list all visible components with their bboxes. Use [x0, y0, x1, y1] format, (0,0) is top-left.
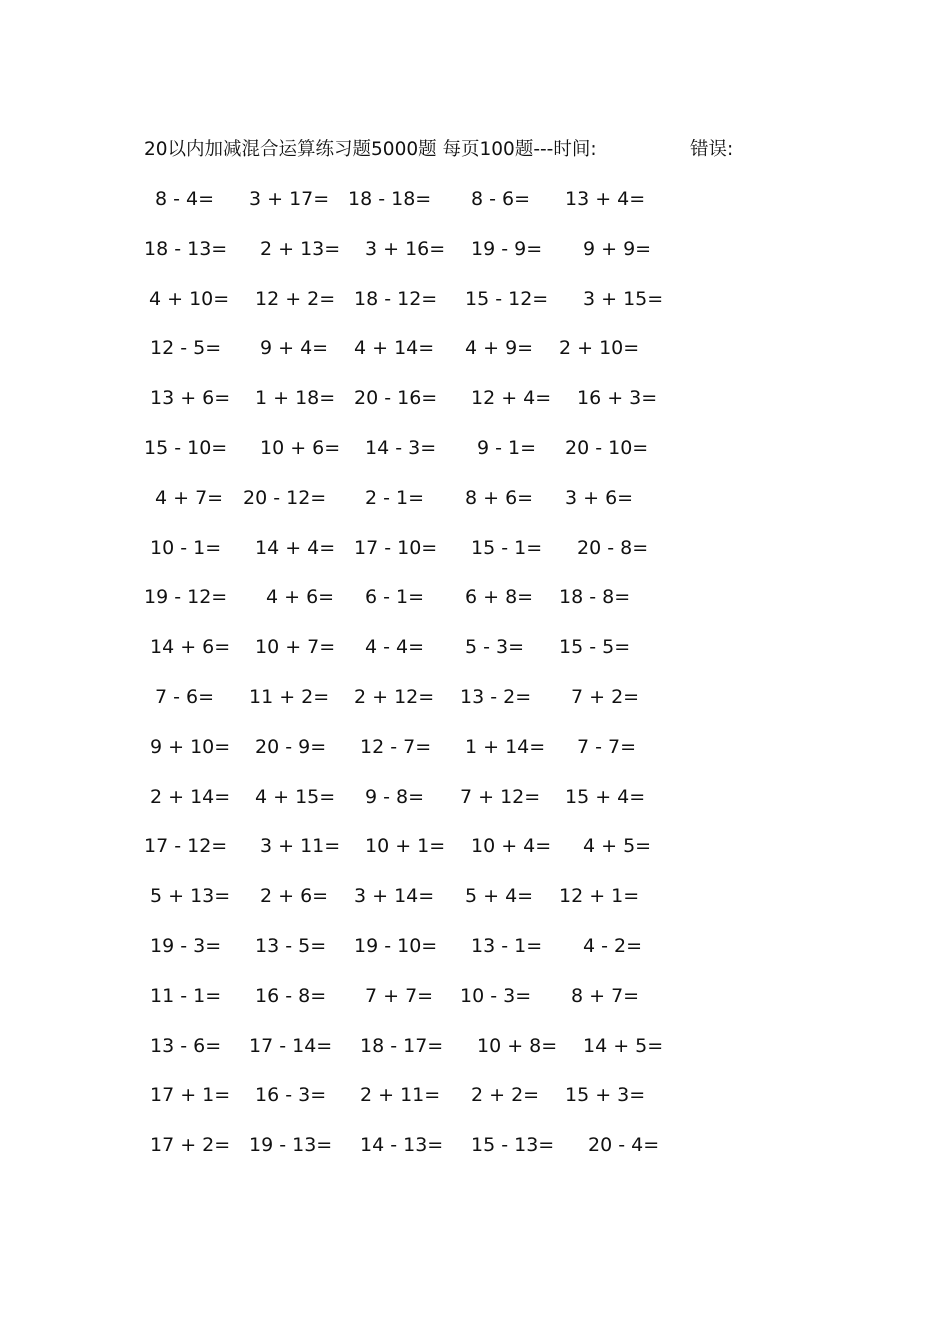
problem-r6-c3: 14 - 3= [365, 437, 437, 459]
problem-r5-c5: 16 + 3= [577, 387, 658, 409]
problem-r10-c3: 4 - 4= [365, 636, 425, 658]
problem-r1-c2: 3 + 17= [249, 188, 330, 210]
problem-r12-c4: 1 + 14= [465, 736, 546, 758]
problem-r4-c5: 2 + 10= [559, 337, 640, 359]
problem-r15-c5: 12 + 1= [559, 885, 640, 907]
problem-r14-c2: 3 + 11= [260, 835, 341, 857]
problem-r3-c3: 18 - 12= [354, 288, 438, 310]
problem-r2-c2: 2 + 13= [260, 238, 341, 260]
problem-r1-c3: 18 - 18= [348, 188, 432, 210]
problem-r14-c4: 10 + 4= [471, 835, 552, 857]
problem-r13-c2: 4 + 15= [255, 786, 336, 808]
problem-r9-c4: 6 + 8= [465, 586, 534, 608]
problem-r7-c5: 3 + 6= [565, 487, 634, 509]
problem-r3-c5: 3 + 15= [583, 288, 664, 310]
problem-r4-c3: 4 + 14= [354, 337, 435, 359]
problem-r16-c3: 19 - 10= [354, 935, 438, 957]
problem-r2-c4: 19 - 9= [471, 238, 543, 260]
problem-r7-c1: 4 + 7= [155, 487, 224, 509]
problem-r19-c1: 17 + 1= [150, 1084, 231, 1106]
problem-r1-c4: 8 - 6= [471, 188, 531, 210]
problem-r2-c1: 18 - 13= [144, 238, 228, 260]
problem-r20-c4: 15 - 13= [471, 1134, 555, 1156]
problem-r17-c2: 16 - 8= [255, 985, 327, 1007]
problem-r8-c3: 17 - 10= [354, 537, 438, 559]
problem-r11-c3: 2 + 12= [354, 686, 435, 708]
problem-r18-c5: 14 + 5= [583, 1035, 664, 1057]
problem-r17-c1: 11 - 1= [150, 985, 222, 1007]
problem-r17-c5: 8 + 7= [571, 985, 640, 1007]
problem-r16-c5: 4 - 2= [583, 935, 643, 957]
problem-r12-c1: 9 + 10= [150, 736, 231, 758]
problem-r13-c1: 2 + 14= [150, 786, 231, 808]
problem-r8-c5: 20 - 8= [577, 537, 649, 559]
problem-r18-c3: 18 - 17= [360, 1035, 444, 1057]
problem-r11-c4: 13 - 2= [460, 686, 532, 708]
problem-r8-c2: 14 + 4= [255, 537, 336, 559]
error-count-label: 错误: [690, 139, 734, 160]
problem-r17-c3: 7 + 7= [365, 985, 434, 1007]
problem-r19-c3: 2 + 11= [360, 1084, 441, 1106]
problem-r11-c2: 11 + 2= [249, 686, 330, 708]
problem-r14-c3: 10 + 1= [365, 835, 446, 857]
problem-r16-c2: 13 - 5= [255, 935, 327, 957]
problem-r15-c3: 3 + 14= [354, 885, 435, 907]
problem-r12-c3: 12 - 7= [360, 736, 432, 758]
problem-r14-c5: 4 + 5= [583, 835, 652, 857]
problem-r10-c1: 14 + 6= [150, 636, 231, 658]
problem-r15-c2: 2 + 6= [260, 885, 329, 907]
problem-r6-c5: 20 - 10= [565, 437, 649, 459]
problem-r13-c3: 9 - 8= [365, 786, 425, 808]
problem-r11-c1: 7 - 6= [155, 686, 215, 708]
problem-r20-c1: 17 + 2= [150, 1134, 231, 1156]
problem-r4-c4: 4 + 9= [465, 337, 534, 359]
problem-r12-c5: 7 - 7= [577, 736, 637, 758]
problem-r9-c2: 4 + 6= [266, 586, 335, 608]
problem-r7-c4: 8 + 6= [465, 487, 534, 509]
problem-r4-c2: 9 + 4= [260, 337, 329, 359]
problem-r18-c2: 17 - 14= [249, 1035, 333, 1057]
problem-r20-c5: 20 - 4= [588, 1134, 660, 1156]
problem-r1-c1: 8 - 4= [155, 188, 215, 210]
problem-r7-c3: 2 - 1= [365, 487, 425, 509]
problem-r16-c4: 13 - 1= [471, 935, 543, 957]
problem-r15-c4: 5 + 4= [465, 885, 534, 907]
problem-r18-c1: 13 - 6= [150, 1035, 222, 1057]
problem-r6-c4: 9 - 1= [477, 437, 537, 459]
problem-r20-c3: 14 - 13= [360, 1134, 444, 1156]
problem-r7-c2: 20 - 12= [243, 487, 327, 509]
problem-r5-c1: 13 + 6= [150, 387, 231, 409]
problem-r11-c5: 7 + 2= [571, 686, 640, 708]
worksheet-title: 20以内加减混合运算练习题5000题 每页100题---时间: [144, 139, 597, 160]
problem-r19-c2: 16 - 3= [255, 1084, 327, 1106]
problem-r5-c3: 20 - 16= [354, 387, 438, 409]
problem-r3-c4: 15 - 12= [465, 288, 549, 310]
problem-r19-c5: 15 + 3= [565, 1084, 646, 1106]
problem-r19-c4: 2 + 2= [471, 1084, 540, 1106]
problem-r9-c5: 18 - 8= [559, 586, 631, 608]
problem-r5-c2: 1 + 18= [255, 387, 336, 409]
problem-r14-c1: 17 - 12= [144, 835, 228, 857]
problem-r20-c2: 19 - 13= [249, 1134, 333, 1156]
problem-r9-c1: 19 - 12= [144, 586, 228, 608]
problem-r5-c4: 12 + 4= [471, 387, 552, 409]
problem-r12-c2: 20 - 9= [255, 736, 327, 758]
problem-r18-c4: 10 + 8= [477, 1035, 558, 1057]
problem-r16-c1: 19 - 3= [150, 935, 222, 957]
problem-r1-c5: 13 + 4= [565, 188, 646, 210]
problem-r2-c3: 3 + 16= [365, 238, 446, 260]
problem-r3-c2: 12 + 2= [255, 288, 336, 310]
problem-r3-c1: 4 + 10= [149, 288, 230, 310]
problem-r8-c4: 15 - 1= [471, 537, 543, 559]
problem-r4-c1: 12 - 5= [150, 337, 222, 359]
problem-r6-c1: 15 - 10= [144, 437, 228, 459]
problem-r10-c4: 5 - 3= [465, 636, 525, 658]
problem-r13-c4: 7 + 12= [460, 786, 541, 808]
problem-r10-c2: 10 + 7= [255, 636, 336, 658]
problem-r6-c2: 10 + 6= [260, 437, 341, 459]
problem-r13-c5: 15 + 4= [565, 786, 646, 808]
problem-r8-c1: 10 - 1= [150, 537, 222, 559]
problem-r17-c4: 10 - 3= [460, 985, 532, 1007]
problem-r10-c5: 15 - 5= [559, 636, 631, 658]
problem-r2-c5: 9 + 9= [583, 238, 652, 260]
problem-r9-c3: 6 - 1= [365, 586, 425, 608]
problem-r15-c1: 5 + 13= [150, 885, 231, 907]
